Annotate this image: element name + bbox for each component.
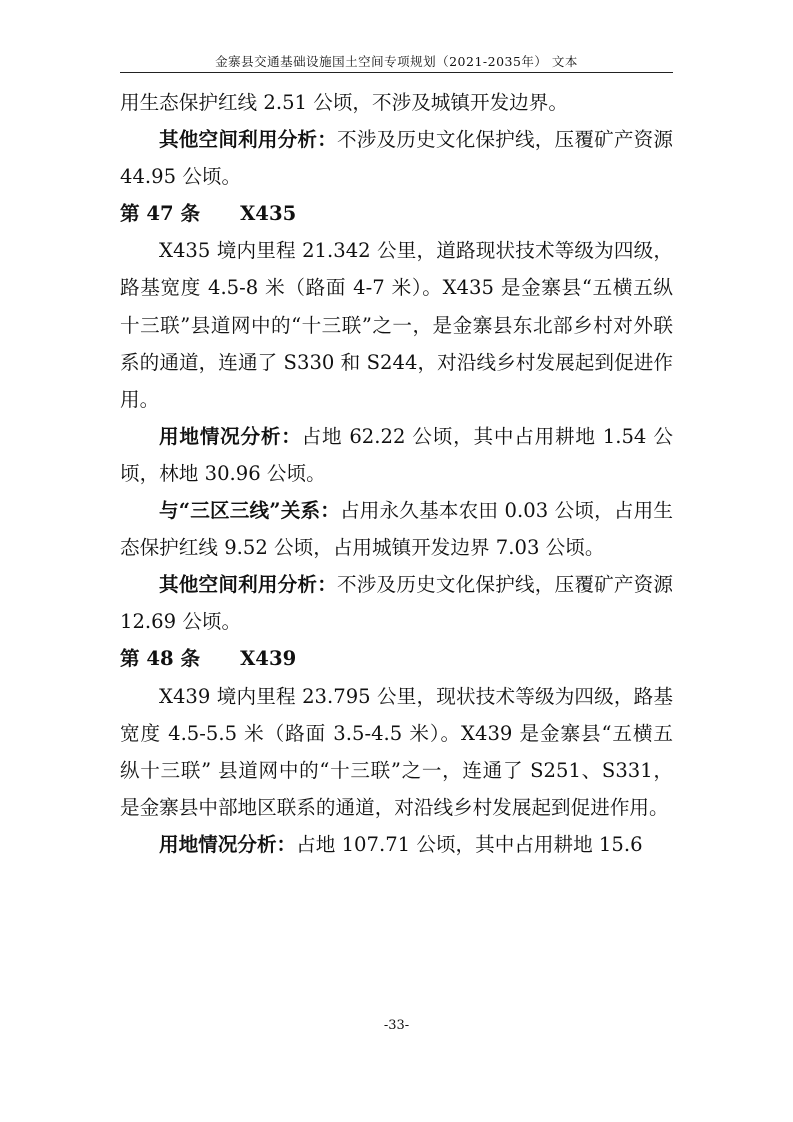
article-heading-47 (120, 195, 673, 232)
paragraph-text: 不涉及历史文化保护线，压覆矿产资源 44.95 公顷。 (120, 128, 674, 189)
paragraph-x439-description: X439 境内里程 23.795 公里，现状技术等级为四级，路基宽度 4.5-5.5 米（路面 3.5-4.5 米）。X439 是金寨县“五横五纵十三联” 县道网中的“十三联”之一，连通了 S251、S331，是金寨县中部地区联系的通道，对沿线乡村发展起到促进作用。 (120, 684, 673, 819)
paragraph-x435-three-zones (120, 492, 673, 566)
paragraph-text: 占地 62.22 公顷，其中占用耕地 1.54 公顷，林地 30.96 公顷。 (120, 424, 673, 485)
paragraph-x439-land-use (120, 826, 673, 863)
article-number: 第 47 条 (120, 202, 201, 226)
paragraph-x435-description: X435 境内里程 21.342 公里，道路现状技术等级为四级，路基宽度 4.5-8 米（路面 4-7 米）。X435 是金寨县“五横五纵十三联”县道网中的“十三联”之一，是金寨县东北部乡村对外联系的通道，连通了 S330 和 S244，对沿线乡村发展起到促进作用。 (120, 239, 673, 411)
article-number: 第 48 条 (120, 647, 201, 671)
paragraph-label: 与“三区三线”关系： (159, 499, 341, 523)
paragraph-text: 不涉及历史文化保护线，压覆矿产资源 12.69 公顷。 (120, 573, 674, 634)
paragraph-other-use-x (120, 121, 673, 195)
paragraph-x435-other-use (120, 566, 673, 640)
article-heading-48 (120, 640, 673, 677)
paragraph-label: 用地情况分析： (159, 424, 302, 448)
header-rule (120, 72, 673, 73)
paragraph-x435-land-use (120, 418, 673, 492)
paragraph-label: 其他空间利用分析： (159, 128, 337, 152)
page-number: -33- (383, 1018, 410, 1033)
paragraph-label: 用地情况分析： (159, 832, 297, 856)
paragraph-text: 占地 107.71 公顷，其中占用耕地 15.6 (296, 832, 643, 856)
paragraph-text: 占用永久基本农田 0.03 公顷，占用生态保护红线 9.52 公顷，占用城镇开发边界 7.03 公顷。 (120, 499, 673, 560)
running-header: 金寨县交通基础设施国土空间专项规划（2021-2035年） 文本 (215, 54, 578, 69)
paragraph-continuation: 用生态保护红线 2.51 公顷，不涉及城镇开发边界。 (120, 91, 568, 114)
road-code: X435 (240, 202, 297, 226)
paragraph-label: 其他空间利用分析： (159, 573, 337, 597)
document-body (120, 84, 673, 863)
road-code: X439 (240, 647, 297, 671)
